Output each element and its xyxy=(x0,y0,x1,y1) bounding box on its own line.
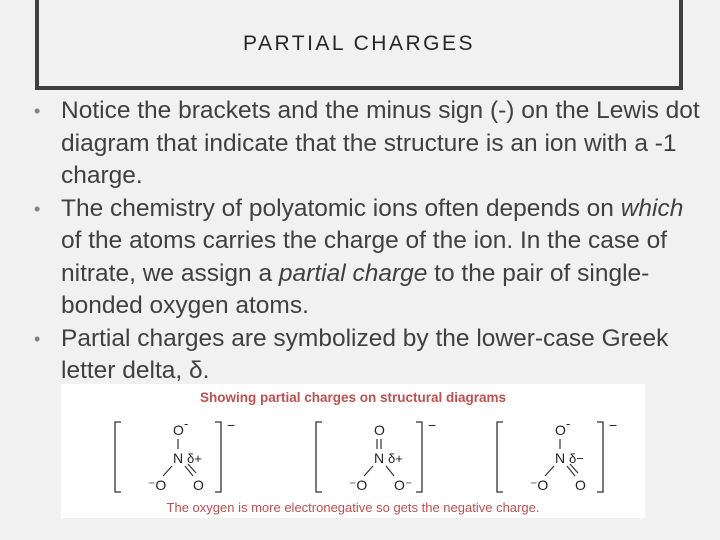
top-oxygen-charge: - xyxy=(184,416,189,431)
partial-charges-figure xyxy=(61,384,645,518)
bullet-item xyxy=(34,323,704,388)
delta-charge: δ+ xyxy=(187,451,202,466)
text-run: Partial charges are symbolized by the lower-case Greek letter delta, δ. xyxy=(61,324,669,384)
text-run: Notice the brackets and the minus sign (-) on the Lewis dot diagram that indicate that the structure is an ion with a -1 charge. xyxy=(61,97,700,189)
bullet-text xyxy=(61,325,668,385)
nitrogen: N xyxy=(374,450,385,466)
nitrate-diagram-3 xyxy=(495,416,618,494)
figure-title: Showing partial charges on structural diagrams xyxy=(199,390,507,405)
left-oxygen: ⁻O xyxy=(530,477,549,493)
text-run: of the atoms carries the charge of the ion. In the case of nitrate, we assign a xyxy=(61,227,668,287)
delta-charge: δ− xyxy=(569,451,584,466)
emphasized-text: partial charge xyxy=(278,259,428,287)
ion-charge: − xyxy=(428,417,437,433)
figure-caption: The oxygen is more electronegative so gets the negative charge. xyxy=(166,500,540,515)
ion-charge: − xyxy=(227,417,236,433)
nitrate-diagram-2 xyxy=(314,417,437,494)
right-oxygen: O⁻ xyxy=(394,477,413,493)
structure-svg xyxy=(314,417,437,494)
top-oxygen: O xyxy=(555,422,566,438)
bullet-dot: • xyxy=(34,328,41,349)
top-oxygen-charge: - xyxy=(566,416,571,431)
top-oxygen: O xyxy=(173,422,184,438)
right-oxygen: O xyxy=(575,477,586,493)
nitrogen: N xyxy=(173,450,184,466)
bullet-text xyxy=(61,195,683,320)
bullet-dot: • xyxy=(34,101,41,121)
right-oxygen: O xyxy=(193,477,204,493)
emphasized-text: which xyxy=(620,194,684,222)
text-run: The chemistry of polyatomic ions often depends on xyxy=(61,194,621,222)
title-box xyxy=(35,0,683,90)
nitrate-diagram-1 xyxy=(113,416,236,494)
slide-title: PARTIAL CHARGES xyxy=(243,32,475,55)
bullet-list xyxy=(34,95,704,388)
bullet-item xyxy=(34,95,704,193)
structure-svg xyxy=(495,416,618,494)
ion-charge: − xyxy=(609,417,618,433)
text-run: to the pair of single-bonded oxygen atoms. xyxy=(61,259,650,319)
bullet-dot: • xyxy=(34,198,41,219)
left-oxygen: ⁻O xyxy=(349,477,368,493)
delta-charge: δ+ xyxy=(388,451,403,466)
nitrogen: N xyxy=(555,450,566,466)
structure-svg xyxy=(113,416,236,494)
bullet-item xyxy=(34,193,704,323)
left-oxygen: ⁻O xyxy=(148,477,167,493)
bullet-text xyxy=(61,97,700,189)
top-oxygen: O xyxy=(374,422,385,438)
